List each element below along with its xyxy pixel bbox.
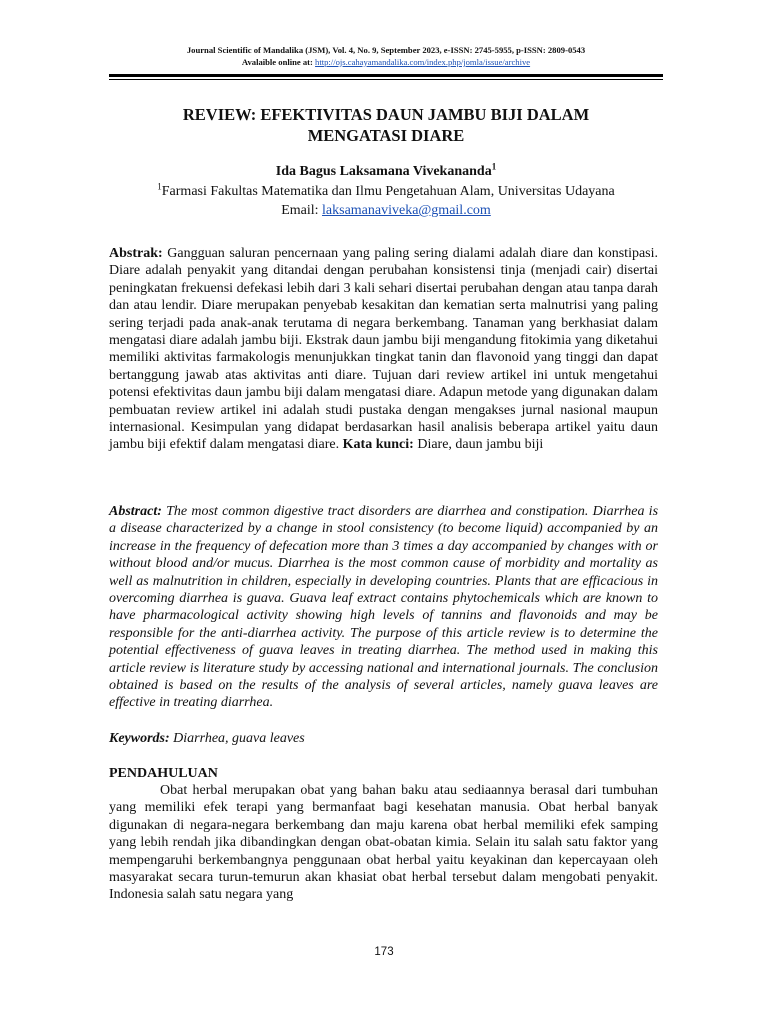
abstrak-text: Gangguan saluran pencernaan yang paling sering dialami adalah diare dan konstipasi. Diare adalah penyakit yang ditandai dengan perubahan konsistensi tinja (menjadi cair) disertai peningkatan frekuensi defekasi lebih dari 3 kali sehari disertai perubahan dengan atau tanpa darah dan atau lendir. Diare merupakan penyebab kesakitan dan kematian serta malnutrisi yang paling sering terjadi pada anak-anak terutama di negara berkembang. Tanaman yang berkhasiat dalam mengatasi diare adalah jambu biji. Ekstrak daun jambu biji mengandung fitokimia yang diketahui memiliki aktivitas farmakologis menunjukkan tingkat tanin dan flavonoid yang tinggi dan dapat bertanggung jawab atas aktivitas anti diare. Tujuan dari review artikel ini untuk mengetahui potensi efektivitas daun jambu biji dalam mengatasi diare. Adapun metode yang digunakan dalam pembuatan review artikel ini adalah studi pustaka dengan mengakses jurnal nasional maupun internasional. Kesimpulan yang didapat berdasarkan hasil analisis beberapa artikel yaitu daun jambu biji efektif dalam mengatasi diare. <box>109 246 659 453</box>
keywords-label: Keywords: <box>109 731 170 746</box>
email-label: Email: <box>281 203 319 218</box>
email-link[interactable]: laksamanaviveka@gmail.com <box>322 203 491 218</box>
introduction-paragraph <box>109 782 658 904</box>
abstract-text: The most common digestive tract disorders are diarrhea and constipation. Diarrhea is a disease characterized by a change in stool consistency (to become liquid) accompanied by an increase in the frequency of defecation more than 3 times a day accompanied by changes with or without blood and/or mucus. Diarrhea is the most common cause of morbidity and mortality as well as malnutrition in children, especially in developing countries. Plants that are efficacious in overcoming diarrhea is guava. Guava leaf extract contains phytochemicals which are known to have pharmacological activity showing high levels of tannins and flavonoids and may be responsible for the anti-diarrhea activity. The purpose of this article review is to determine the potential effectiveness of guava leaves in treating diarrhea. The method used in making this article review is literature study by accessing national and international journals. The conclusion obtained is based on the results of the analysis of several articles, namely guava leaves are effective in treating diarrhea. <box>109 504 659 711</box>
keywords-text: Diarrhea, guava leaves <box>173 731 305 746</box>
author-name-text: Ida Bagus Laksamana Vivekananda <box>275 164 492 179</box>
journal-archive-link[interactable]: http://ojs.cahayamandalika.com/index.php/jomla/issue/archive <box>315 56 531 67</box>
kata-kunci-label: Kata kunci: <box>342 437 414 453</box>
journal-citation: Journal Scientific of Mandalika (JSM), Vol. 4, No. 9, September 2023, e-ISSN: 2745-5955, p-ISSN: 2809-0543 <box>186 45 586 55</box>
abstract-label: Abstract: <box>109 504 162 519</box>
abstrak-label: Abstrak: <box>109 246 163 261</box>
article-title <box>109 104 663 146</box>
kata-kunci-text: Diare, daun jambu biji <box>417 437 544 453</box>
affiliation-text: Farmasi Fakultas Matematika dan Ilmu Pengetahuan Alam, Universitas Udayana <box>161 184 615 199</box>
abstract-indonesian <box>109 245 658 454</box>
journal-header <box>109 45 663 68</box>
introduction-text: Obat herbal merupakan obat yang bahan baku atau sediaannya berasal dari tumbuhan yang memiliki efek terapi yang bermanfaat bagi kesehatan manusia. Obat herbal banyak digunakan di negara-negara berkembang dan maju karena obat herbal memiliki efek samping yang lebih rendah jika dibandingkan dengan obat-obatan kimia. Selain itu salah satu faktor yang mempengaruhi berkembangnya penggunaan obat herbal yaitu keyakinan dan kepercayaan oleh masyarakat secara turun-temurun akan khasiat obat herbal tersebut dalam mengobati penyakit. Indonesia salah satu negara yang <box>109 783 658 903</box>
author-email <box>109 202 663 220</box>
page-number: 173 <box>374 946 394 958</box>
section-heading-pendahuluan: PENDAHULUAN <box>109 766 218 781</box>
online-label: Avalaible online at: <box>241 56 313 67</box>
affiliation-superscript: 1 <box>157 181 162 192</box>
keywords-english <box>109 730 658 747</box>
abstract-english <box>109 503 658 712</box>
title-line-1: REVIEW: EFEKTIVITAS DAUN JAMBU BIJI DALAM <box>182 105 590 124</box>
header-rule-thin <box>109 79 663 80</box>
header-rule-thick <box>109 74 663 77</box>
online-availability <box>109 57 663 69</box>
author-name <box>109 163 663 181</box>
title-line-2: MENGATASI DIARE <box>307 126 465 145</box>
affiliation <box>109 183 663 201</box>
author-superscript: 1 <box>491 161 497 172</box>
